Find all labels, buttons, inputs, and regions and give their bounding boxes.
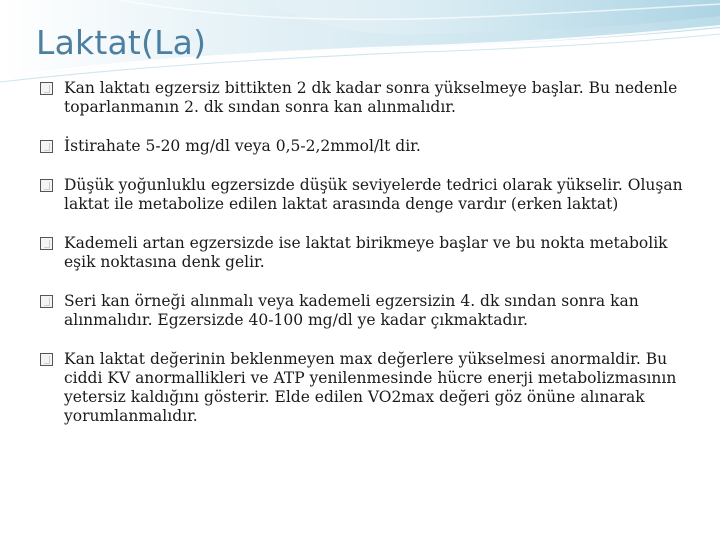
list-item bbox=[40, 79, 690, 117]
placeholder-box-icon bbox=[40, 353, 53, 366]
list-item bbox=[40, 350, 690, 426]
bullet-text: Seri kan örneği alınmalı veya kademeli egzersizin 4. dk sından sonra kan alınmalıdır. Egzersizde 40-100 mg/dl ye kadar çıkmaktadır. bbox=[64, 292, 639, 329]
list-item bbox=[40, 137, 690, 156]
list-item bbox=[40, 176, 690, 214]
placeholder-box-icon bbox=[40, 295, 53, 308]
list-item bbox=[40, 292, 690, 330]
placeholder-box-icon bbox=[40, 82, 53, 95]
bullet-list bbox=[40, 79, 690, 446]
bullet-text: Düşük yoğunluklu egzersizde düşük seviyelerde tedrici olarak yükselir. Oluşan laktat ile metabolize edilen laktat arasında denge vardır (erken laktat) bbox=[64, 176, 683, 213]
slide-title: Laktat(La) bbox=[36, 23, 207, 62]
list-item bbox=[40, 234, 690, 272]
bullet-text: İstirahate 5-20 mg/dl veya 0,5-2,2mmol/lt dir. bbox=[64, 137, 421, 155]
bullet-text: Kan laktatı egzersiz bittikten 2 dk kadar sonra yükselmeye başlar. Bu nedenle toparlanmanın 2. dk sından sonra kan alınmalıdır. bbox=[64, 79, 678, 116]
bullet-text: Kademeli artan egzersizde ise laktat birikmeye başlar ve bu nokta metabolik eşik noktasına denk gelir. bbox=[64, 234, 668, 271]
placeholder-box-icon bbox=[40, 237, 53, 250]
bullet-text: Kan laktat değerinin beklenmeyen max değerlere yükselmesi anormaldir. Bu ciddi KV anormallikleri ve ATP yenilenmesinde hücre enerji metabolizmasının yetersiz kaldığını gösterir. Elde edilen VO2max değeri göz önüne alınarak yorumlanmalıdır. bbox=[64, 350, 677, 425]
placeholder-box-icon bbox=[40, 179, 53, 192]
placeholder-box-icon bbox=[40, 140, 53, 153]
